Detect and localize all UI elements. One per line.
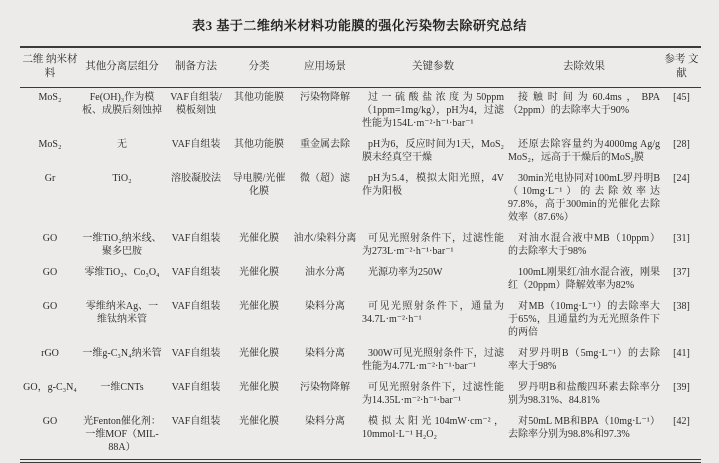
cell-material: GO，g-C₃N₄ xyxy=(23,381,77,393)
cell-components: 光Fenton催化剂：一维MOF（MIL-88A） xyxy=(83,415,161,453)
cell-category: 其他功能膜 xyxy=(234,91,284,103)
table-row xyxy=(20,169,701,229)
cell-category: 光催化膜 xyxy=(239,266,279,278)
table-row xyxy=(20,229,701,263)
cell-category: 光催化膜 xyxy=(239,347,279,359)
cell-reference: [42] xyxy=(673,415,690,427)
header-category: 分类 xyxy=(228,47,290,87)
cell-category: 其他功能膜 xyxy=(234,138,284,150)
cell-removal-effect: 对50mL MB和BPA（10mg·L⁻¹）去除率分别为98.8%和97.3% xyxy=(508,415,660,440)
cell-application: 污染物降解 xyxy=(300,381,350,393)
cell-components: 一维TiO₂纳米线、聚多巴胺 xyxy=(82,232,162,257)
header-params: 关键参数 xyxy=(360,47,506,87)
header-method: 制备方法 xyxy=(164,47,228,87)
cell-removal-effect: 还原去除容量约为4000mg Ag/g MoS₂，远高于干燥后的MoS₂膜 xyxy=(508,138,660,163)
cell-material: GO xyxy=(42,232,58,244)
cell-method: VAF自组装 xyxy=(171,138,221,150)
cell-method: VAF自组装/模板刻蚀 xyxy=(170,91,222,116)
cell-material: MoS₂ xyxy=(38,91,62,103)
table-row xyxy=(20,135,701,169)
cell-removal-effect: 对MB（10mg·L⁻¹）的去除率大于65%，且通量约为无光照条件下的两倍 xyxy=(508,300,660,338)
cell-reference: [37] xyxy=(673,266,690,278)
cell-material: GO xyxy=(42,415,58,427)
table-title: 表3 基于二维纳米材料功能膜的强化污染物去除研究总结 xyxy=(192,18,527,33)
cell-key-params: 模拟太阳光104mW·cm⁻²，10mmol·L⁻¹ H₂O₂ xyxy=(362,415,504,440)
table-row xyxy=(20,263,701,297)
table-body xyxy=(20,87,701,461)
header-application: 应用场景 xyxy=(290,47,360,87)
cell-key-params: 可见光照射条件下，通量为34.7L·m⁻²·h⁻¹ xyxy=(362,300,504,325)
cell-components: 一维g-C₃N₄纳米管 xyxy=(82,347,162,359)
cell-method: VAF自组装 xyxy=(171,347,221,359)
cell-components: 零维纳米Ag、一维钛纳米管 xyxy=(85,300,159,325)
research-summary-table xyxy=(20,46,701,463)
cell-reference: [24] xyxy=(673,172,690,184)
cell-material: rGO xyxy=(41,347,59,359)
cell-removal-effect: 对罗丹明B（5mg·L⁻¹）的去除率大于98% xyxy=(508,347,660,372)
cell-components: Fe(OH)₃作为模板、成膜后刻蚀掉 xyxy=(82,91,162,116)
cell-application: 油水分离 xyxy=(305,266,345,278)
cell-reference: [38] xyxy=(673,300,690,312)
cell-method: VAF自组装 xyxy=(171,232,221,244)
cell-material: GO xyxy=(42,300,58,312)
cell-key-params: 可见光照射条件下，过滤性能为14.35L·m⁻²·h⁻¹·bar⁻¹ xyxy=(362,381,504,406)
cell-key-params: 300W可见光照射条件下，过滤性能为4.77L·m⁻²·h⁻¹·bar⁻¹ xyxy=(362,347,504,372)
cell-method: VAF自组装 xyxy=(171,381,221,393)
cell-category: 导电膜/光催化膜 xyxy=(232,172,286,197)
header-material: 二维 纳米材料 xyxy=(20,47,80,87)
table-row xyxy=(20,378,701,412)
cell-material: GO xyxy=(42,266,58,278)
cell-removal-effect: 30min光电协同对100mL罗丹明B（10mg·L⁻¹）的去除效率达97.8%，高于300min的光催化去除效率（87.6%） xyxy=(508,172,660,223)
cell-key-params: 可见光照射条件下，过滤性能为273L·m⁻²·h⁻¹·bar⁻¹ xyxy=(362,232,504,257)
cell-reference: [31] xyxy=(673,232,690,244)
cell-method: VAF自组装 xyxy=(171,266,221,278)
cell-category: 光催化膜 xyxy=(239,300,279,312)
table-header xyxy=(20,47,701,87)
cell-reference: [28] xyxy=(673,138,690,150)
cell-key-params: pH为5.4，模拟太阳光照，4V作为阳极 xyxy=(362,172,504,197)
header-components: 其他分离层组分 xyxy=(80,47,164,87)
cell-application: 油水/染料分离 xyxy=(293,232,357,244)
cell-components: 无 xyxy=(117,138,127,150)
cell-category: 光催化膜 xyxy=(239,232,279,244)
cell-key-params: 光源功率为250W xyxy=(368,266,443,278)
cell-removal-effect: 罗丹明B和盐酸四环素去除率分别为98.31%、84.81% xyxy=(508,381,660,406)
cell-category: 光催化膜 xyxy=(239,381,279,393)
table-row xyxy=(20,412,701,461)
cell-application: 染料分离 xyxy=(305,347,345,359)
cell-removal-effect: 对油水混合液中MB（10ppm）的去除率大于98% xyxy=(508,232,660,257)
cell-key-params: 过一硫酸盐浓度为50ppm（1ppm=1mg/kg），pH为4，过滤性能为154L·m⁻²·h⁻¹·bar⁻¹ xyxy=(362,91,504,129)
cell-application: 微（超）滤 xyxy=(300,172,350,184)
table-row xyxy=(20,344,701,378)
cell-application: 污染物降解 xyxy=(300,91,350,103)
cell-reference: [41] xyxy=(673,347,690,359)
cell-method: VAF自组装 xyxy=(171,300,221,312)
cell-material: MoS₂ xyxy=(38,138,62,150)
cell-application: 重金属去除 xyxy=(300,138,350,150)
cell-removal-effect: 接触时间为60.4ms，BPA（2ppm）的去除率大于90% xyxy=(508,91,660,116)
table-row xyxy=(20,297,701,344)
cell-key-params: pH为6，反应时间为1天，MoS₂膜未经真空干燥 xyxy=(362,138,504,163)
header-effect: 去除效果 xyxy=(506,47,662,87)
cell-application: 染料分离 xyxy=(305,300,345,312)
cell-components: TiO₂ xyxy=(112,172,132,184)
cell-components: 零维TiO₂、Co₃O₄ xyxy=(84,266,160,278)
cell-components: 一维CNTs xyxy=(100,381,144,393)
cell-method: 溶胶凝胶法 xyxy=(171,172,221,184)
table-row xyxy=(20,87,701,135)
cell-category: 光催化膜 xyxy=(239,415,279,427)
cell-reference: [39] xyxy=(673,381,690,393)
cell-reference: [45] xyxy=(673,91,690,103)
cell-method: VAF自组装 xyxy=(171,415,221,427)
cell-application: 染料分离 xyxy=(305,415,345,427)
cell-removal-effect: 100mL刚果红/油水混合液，刚果红（20ppm）降解效率为82% xyxy=(508,266,660,291)
cell-material: Gr xyxy=(44,172,56,184)
header-row xyxy=(20,47,701,87)
header-reference: 参考 文献 xyxy=(662,47,701,87)
